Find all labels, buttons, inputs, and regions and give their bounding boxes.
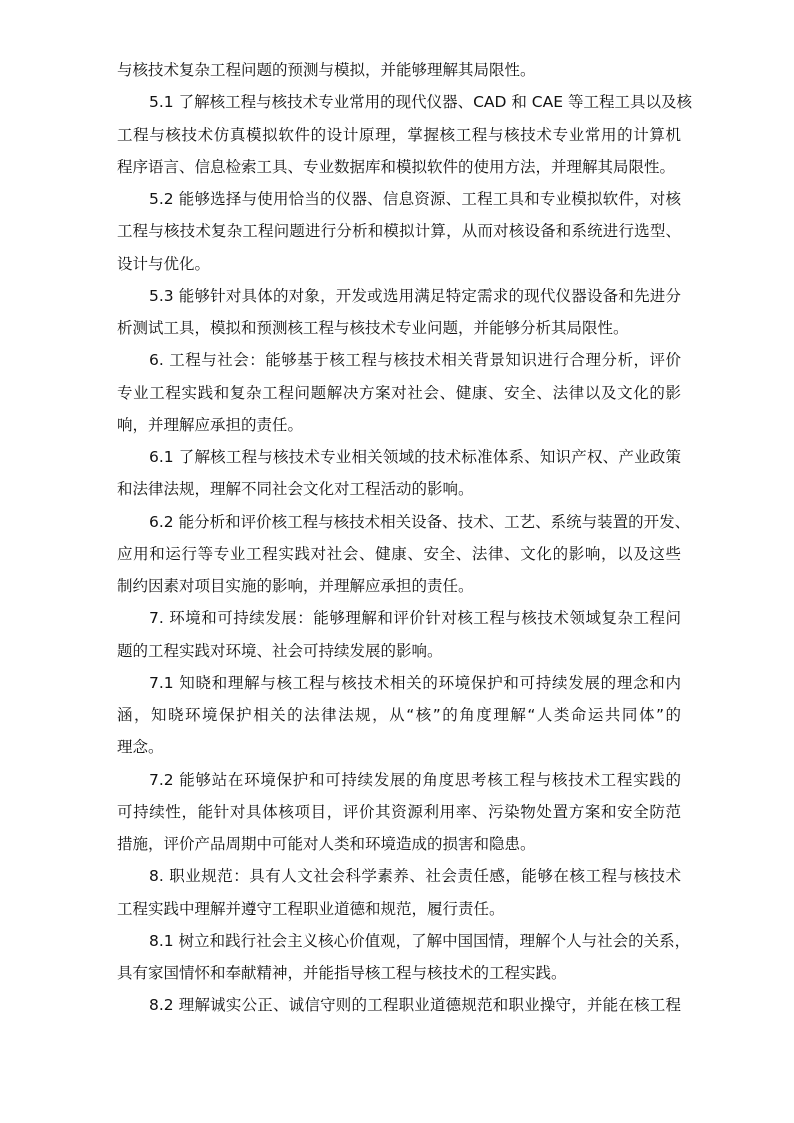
paragraph [117,187,681,284]
paragraph [117,348,681,445]
paragraph [117,90,692,187]
text-line: 和法律法规，理解不同社会文化对工程活动的影响。 [117,480,474,499]
text-line: 涵，知晓环境保护相关的法律法规，从“核”的角度理解“人类命运共同体”的 [117,706,681,724]
text-line: 析测试工具，模拟和预测核工程与核技术专业问题，并能够分析其局限性。 [117,319,629,337]
text-line: 理念。 [117,738,164,757]
paragraph [117,58,681,90]
text-line: 5.2 能够选择与使用恰当的仪器、信息资源、工程工具和专业模拟软件，对核 [149,190,681,208]
paragraph [117,445,681,510]
text-line: 程序语言、信息检索工具、专业数据库和模拟软件的使用方法，并理解其局限性。 [117,157,676,176]
text-line: 工程实践中理解并遵守工程职业道德和规范，履行责任。 [117,899,505,918]
paragraph [117,606,681,671]
paragraph [117,671,681,768]
text-line: 具有家国情怀和奉献精神，并能指导核工程与核技术的工程实践。 [117,964,567,982]
text-line: 6.1 了解核工程与核技术专业相关领域的技术标准体系、知识产权、产业政策 [149,448,681,466]
text-line: 7.2 能够站在环境保护和可持续发展的角度思考核工程与核技术工程实践的 [149,770,681,789]
paragraph [117,768,681,865]
text-line: 工程与核技术仿真模拟软件的设计原理，掌握核工程与核技术专业常用的计算机 [117,125,681,144]
text-line: 响，并理解应承担的责任。 [117,415,304,434]
text-line: 6.2 能分析和评价核工程与核技术相关设备、技术、工艺、系统与装置的开发、 [149,512,691,531]
text-line: 5.3 能够针对具体的对象，开发或选用满足特定需求的现代仪器设备和先进分 [149,286,681,305]
text-line: 工程与核技术复杂工程问题进行分析和模拟计算，从而对核设备和系统进行选型、 [117,222,681,241]
text-line: 6. 工程与社会：能够基于核工程与核技术相关背景知识进行合理分析，评价 [149,351,681,370]
document-body [117,58,692,1026]
paragraph [117,510,691,607]
text-line: 措施，评价产品周期中可能对人类和环境造成的损害和隐患。 [117,835,536,853]
text-line: 7.1 知晓和理解与核工程与核技术相关的环境保护和可持续发展的理念和内 [149,673,681,692]
text-line: 8.2 理解诚实公正、诚信守则的工程职业道德规范和职业操守，并能在核工程 [149,996,681,1015]
text-line: 专业工程实践和复杂工程问题解决方案对社会、健康、安全、法律以及文化的影 [117,383,681,402]
text-line: 设计与优化。 [117,254,211,273]
paragraph [117,929,691,994]
paragraph [117,284,681,349]
text-line: 可持续性，能针对具体核项目，评价其资源利用率、污染物处置方案和安全防范 [117,802,681,821]
text-line: 7. 环境和可持续发展：能够理解和评价针对核工程与核技术领域复杂工程问 [149,609,681,628]
text-line: 5.1 了解核工程与核技术专业常用的现代仪器、CAD 和 CAE 等工程工具以及核 [149,93,692,112]
text-line: 题的工程实践对环境、社会可持续发展的影响。 [117,641,443,660]
text-line: 制约因素对项目实施的影响，并理解应承担的责任。 [117,577,474,595]
text-line: 8. 职业规范：具有人文社会科学素养、社会责任感，能够在核工程与核技术 [149,867,681,886]
text-line: 应用和运行等专业工程实践对社会、健康、安全、法律、文化的影响，以及这些 [117,544,681,563]
paragraph [117,993,681,1025]
text-line: 8.1 树立和践行社会主义核心价值观，了解中国国情，理解个人与社会的关系， [149,931,691,950]
text-line: 与核技术复杂工程问题的预测与模拟，并能够理解其局限性。 [117,61,536,79]
paragraph [117,864,681,929]
